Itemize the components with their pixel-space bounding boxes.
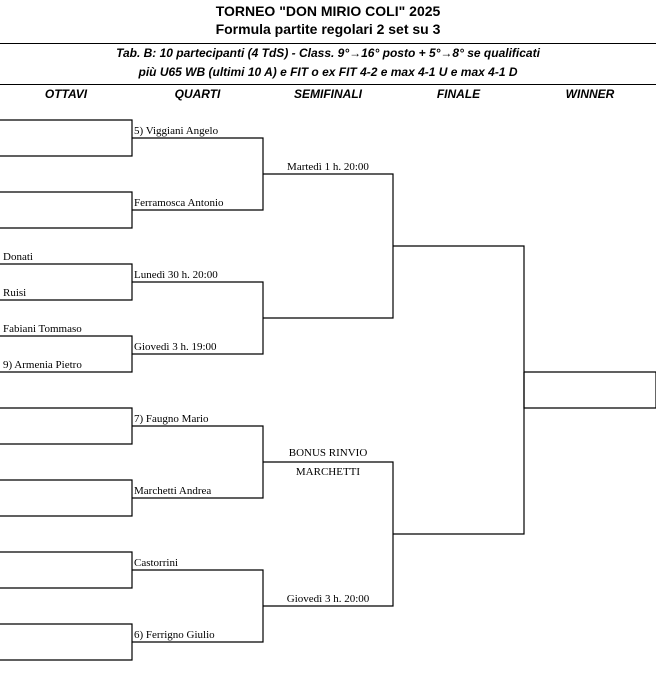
quarti-entry-5: 7) Faugno Mario: [134, 413, 209, 425]
quarti-entry-3: Lunedì 30 h. 20:00: [134, 269, 218, 281]
semifinali-note-line-2: MARCHETTI: [295, 466, 361, 478]
ottavi-player-3: Fabiani Tommaso: [3, 323, 82, 335]
quarti-entry-8: 6) Ferrigno Giulio: [134, 629, 215, 641]
tournament-subtitle: Formula partite regolari 2 set su 3: [215, 21, 441, 37]
semifinali-note-line-1: BONUS RINVIO: [288, 447, 368, 459]
info-line-2: più U65 WB (ultimi 10 A) e FIT o ex FIT 4-2 e max 4-1 U e max 4-1 D: [138, 65, 518, 79]
quarti-entry-6: Marchetti Andrea: [134, 485, 212, 497]
column-ottavi: OTTAVI: [44, 87, 88, 101]
column-semifinali: SEMIFINALI: [294, 87, 362, 101]
quarti-entry-7: Castorrini: [134, 557, 178, 569]
quarti-entry-1: 5) Viggiani Angelo: [134, 125, 219, 137]
semifinali-entry-1: Martedì 1 h. 20:00: [287, 161, 369, 173]
ottavi-player-1: Donati: [3, 251, 33, 263]
column-finale: FINALE: [436, 87, 481, 101]
semifinali-entry-4: Giovedì 3 h. 20:00: [286, 593, 370, 605]
quarti-entry-4: Giovedì 3 h. 19:00: [134, 341, 217, 353]
info-line-1: Tab. B: 10 partecipanti (4 TdS) - Class. 9°→16° posto + 5°→8° se qualificati: [116, 46, 540, 60]
tournament-title: TORNEO "DON MIRIO COLI" 2025: [215, 3, 441, 19]
column-quarti: QUARTI: [174, 87, 221, 101]
column-winner: WINNER: [565, 87, 615, 101]
ottavi-player-2: Ruisi: [3, 287, 27, 299]
ottavi-player-4: 9) Armenia Pietro: [3, 359, 82, 371]
quarti-entry-2: Ferramosca Antonio: [134, 197, 224, 209]
